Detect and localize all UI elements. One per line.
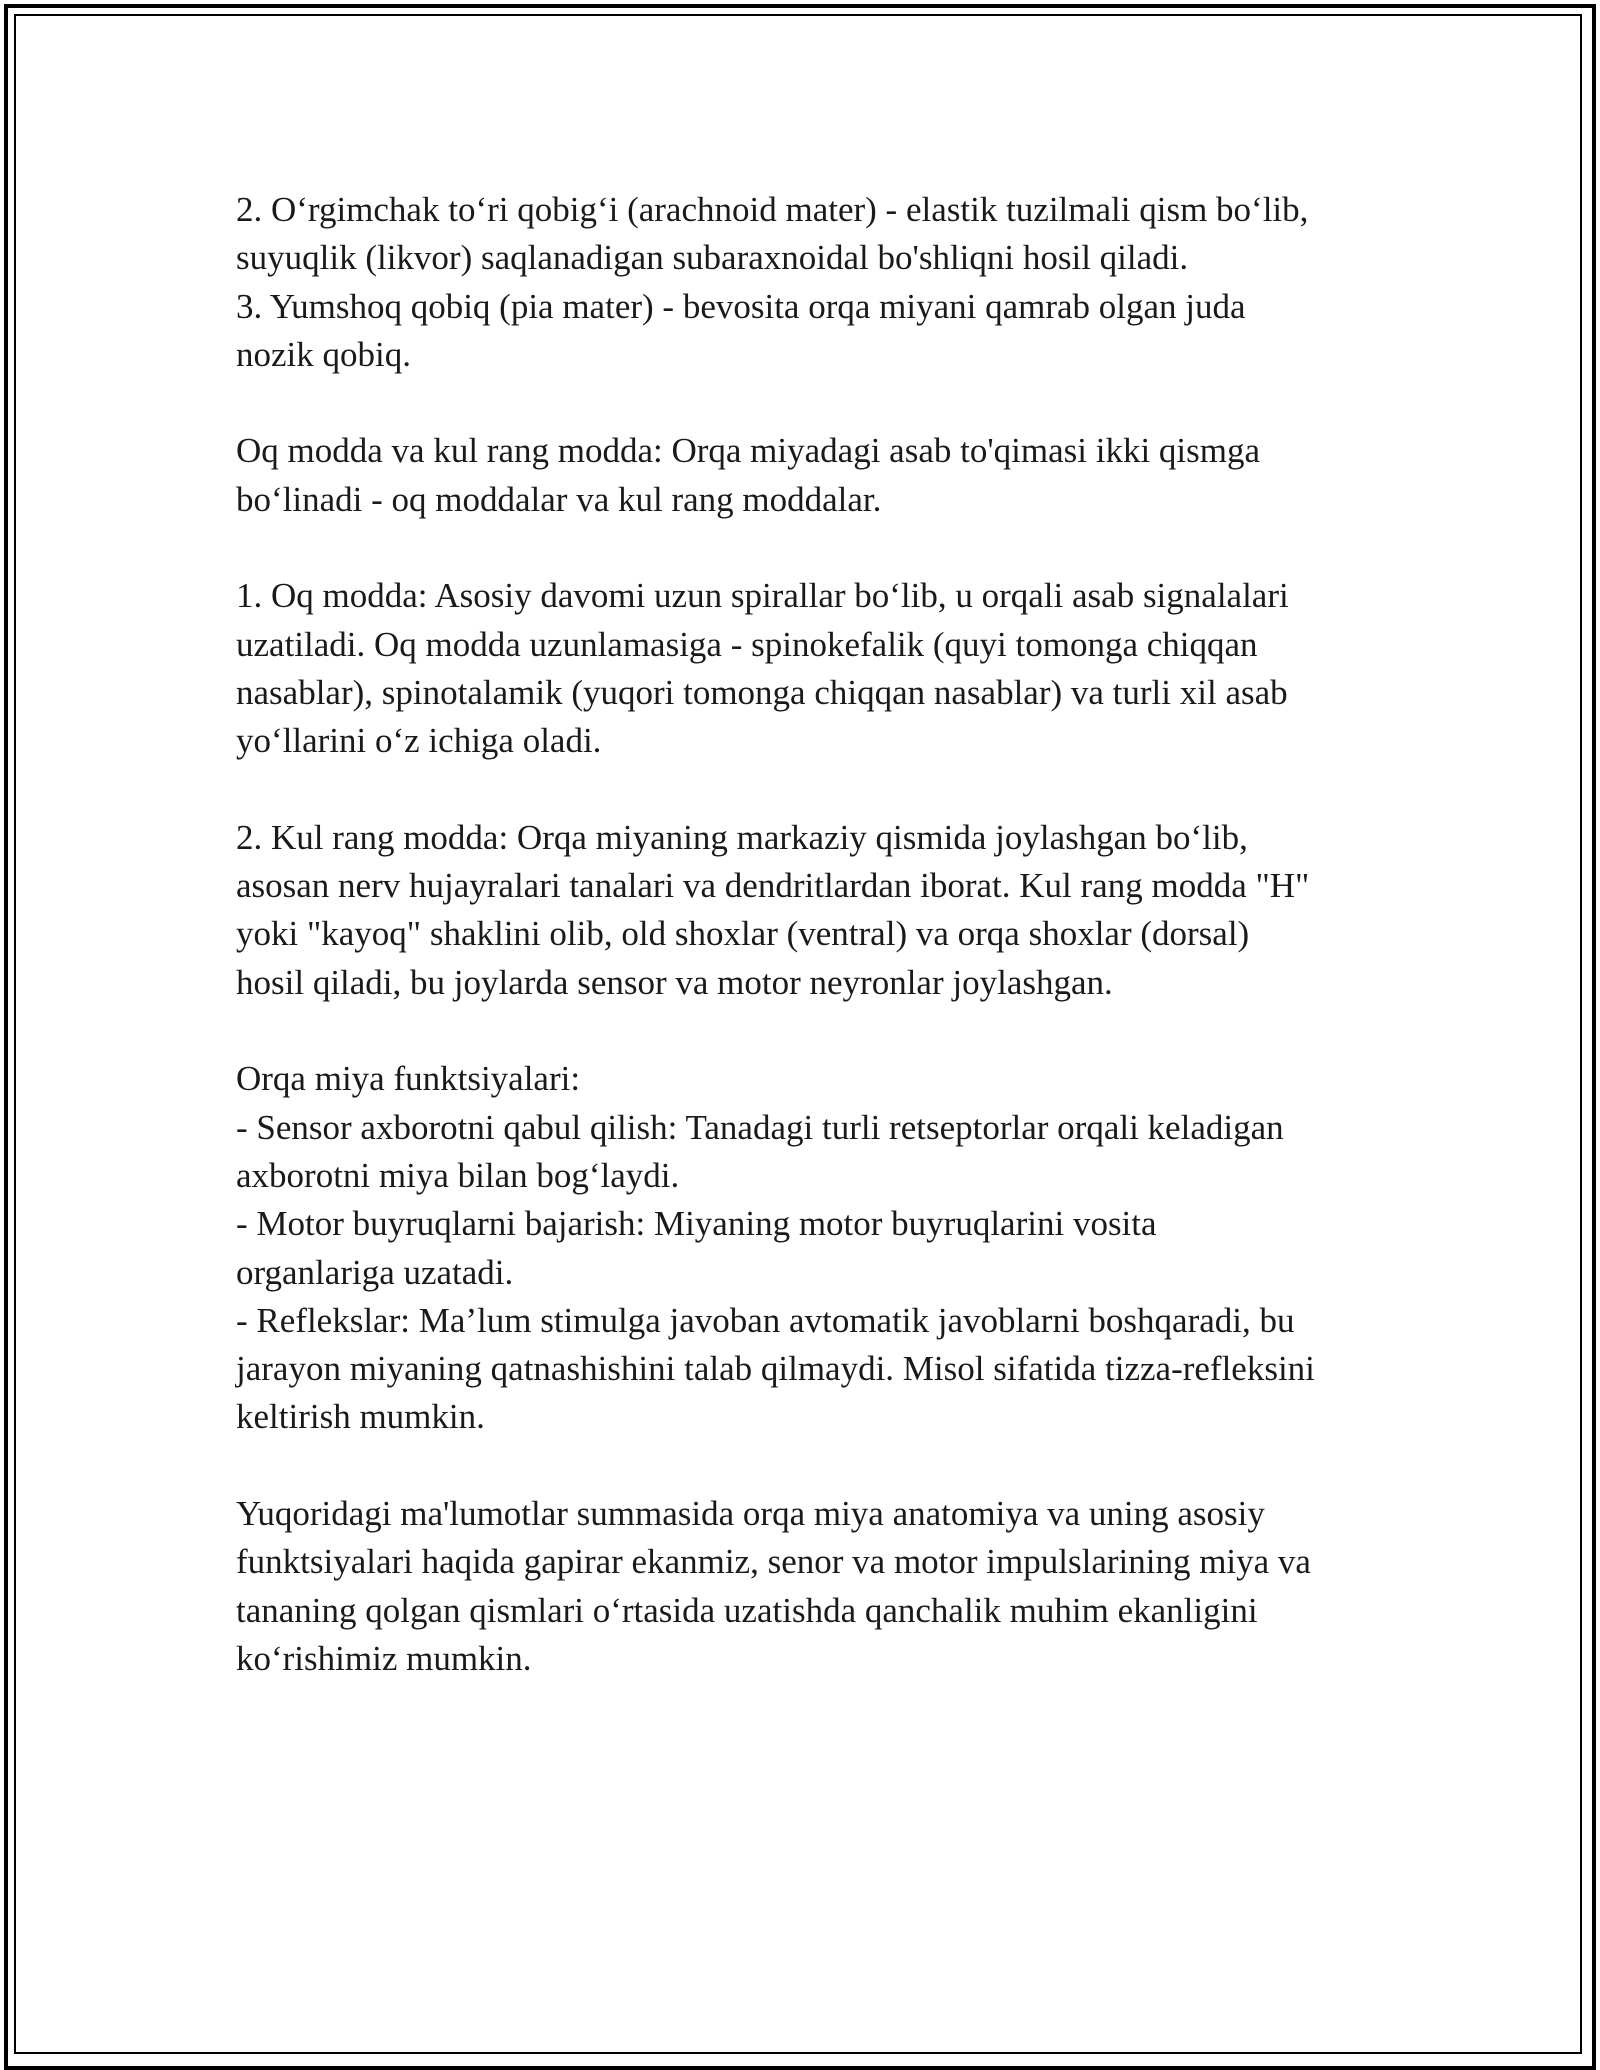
text-line: - Motor buyruqlarni bajarish: Miyaning motor buyruqlarini vosita — [236, 1204, 1157, 1244]
text-line: bo‘linadi - oq moddalar va kul rang moddalar. — [236, 479, 882, 519]
text-line: organlariga uzatadi. — [236, 1252, 514, 1292]
text-line: - Sensor axborotni qabul qilish: Tanadagi turli retseptorlar orqali keladigan — [236, 1107, 1284, 1147]
text-line: keltirish mumkin. — [236, 1397, 485, 1437]
paragraph-conclusion — [236, 1490, 1376, 1683]
text-line: hosil qiladi, bu joylarda sensor va motor neyronlar joylashgan. — [236, 962, 1113, 1002]
text-line: Orqa miya funktsiyalari: — [236, 1059, 581, 1099]
text-line: 2. Kul rang modda: Orqa miyaning markaziy qismida joylashgan bo‘lib, — [236, 817, 1248, 857]
text-line: nasablar), spinotalamik (yuqori tomonga chiqqan nasablar) va turli xil asab — [236, 672, 1288, 712]
text-line: funktsiyalari haqida gapirar ekanmiz, senor va motor impulslarining miya va — [236, 1542, 1311, 1582]
text-line: yo‘llarini o‘z ichiga oladi. — [236, 721, 602, 761]
text-line: Oq modda va kul rang modda: Orqa miyadagi asab to'qimasi ikki qismga — [236, 431, 1261, 471]
text-line: 3. Yumshoq qobiq (pia mater) - bevosita orqa miyani qamrab olgan juda — [236, 286, 1246, 326]
text-line: nozik qobiq. — [236, 334, 411, 374]
document-body — [236, 186, 1376, 1683]
paragraph-meninges-continued — [236, 186, 1376, 379]
paragraph-spinal-cord-functions — [236, 1055, 1376, 1441]
text-line: asosan nerv hujayralari tanalari va dendritlardan iborat. Kul rang modda "H" — [236, 866, 1310, 906]
paragraph-white-matter — [236, 572, 1376, 765]
text-line: axborotni miya bilan bog‘laydi. — [236, 1155, 680, 1195]
text-line: yoki "kayoq" shaklini olib, old shoxlar (ventral) va orqa shoxlar (dorsal) — [236, 914, 1250, 954]
text-line: jarayon miyaning qatnashishini talab qilmaydi. Misol sifatida tizza-refleksini — [236, 1349, 1315, 1389]
text-line: uzatiladi. Oq modda uzunlamasiga - spinokefalik (quyi tomonga chiqqan — [236, 624, 1258, 664]
paragraph-white-gray-matter-intro — [236, 427, 1376, 524]
text-line: tananing qolgan qismlari o‘rtasida uzatishda qanchalik muhim ekanligini — [236, 1590, 1258, 1630]
text-line: suyuqlik (likvor) saqlanadigan subaraxnoidal bo'shliqni hosil qiladi. — [236, 238, 1189, 278]
text-line: Yuqoridagi ma'lumotlar summasida orqa miya anatomiya va uning asosiy — [236, 1494, 1265, 1534]
paragraph-gray-matter — [236, 814, 1376, 1007]
text-line: ko‘rishimiz mumkin. — [236, 1638, 532, 1678]
text-line: 2. O‘rgimchak to‘ri qobig‘i (arachnoid mater) - elastik tuzilmali qism bo‘lib, — [236, 190, 1309, 229]
text-line: 1. Oq modda: Asosiy davomi uzun spirallar bo‘lib, u orqali asab signalalari — [236, 576, 1289, 616]
text-line: - Reflekslar: Ma’lum stimulga javoban avtomatik javoblarni boshqaradi, bu — [236, 1300, 1295, 1340]
